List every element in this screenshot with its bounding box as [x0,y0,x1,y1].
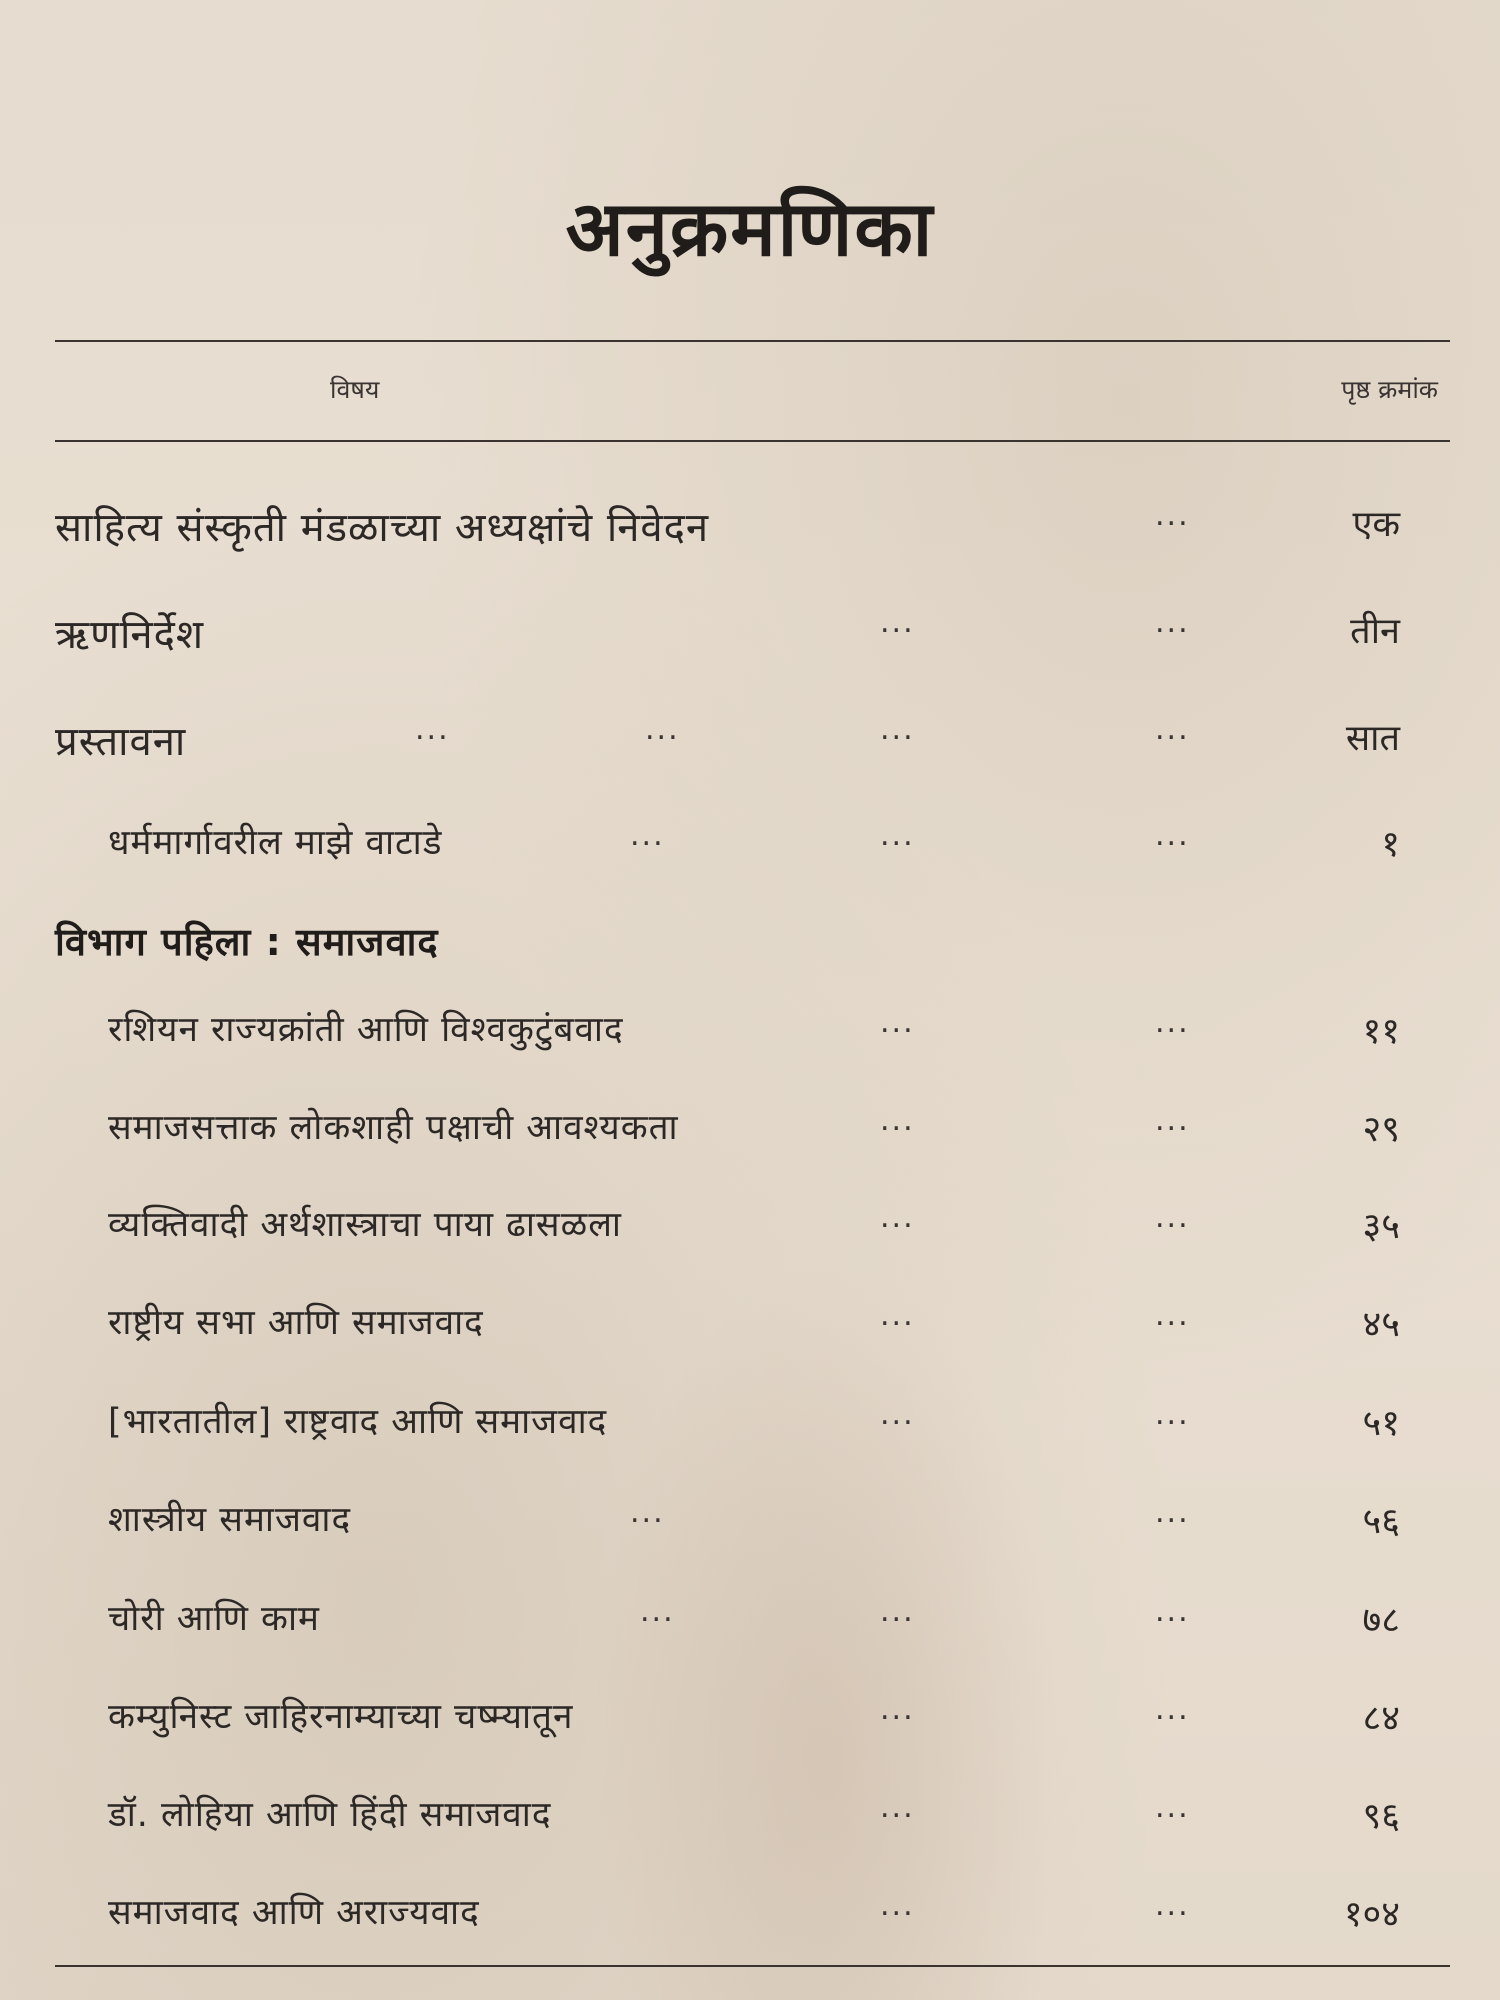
leader-dots: ... [880,1692,915,1727]
leader-dots: ... [1155,1005,1190,1040]
leader-dots: ... [1155,1495,1190,1530]
entry-page: ११ [1362,1011,1400,1052]
leader-dots: ... [880,1298,915,1333]
entry-page: ४५ [1362,1304,1400,1345]
toc-entry-preface [0,712,1500,772]
entry-title: प्रस्तावना [55,719,187,765]
leader-dots: ... [415,712,450,747]
toc-entry-guides [0,818,1500,878]
column-header-subject: विषय [330,375,380,404]
header-top-rule [55,340,1450,342]
leader-dots: ... [1155,818,1190,853]
entry-title: समाजवाद आणि अराज्यवाद [108,1893,480,1933]
column-header-page: पृष्ठ क्रमांक [1341,375,1438,404]
section-heading: विभाग पहिला : समाजवाद [55,920,439,964]
entry-page: २९ [1362,1109,1400,1150]
leader-dots: ... [1155,1200,1190,1235]
toc-entry [0,1103,1500,1163]
leader-dots: ... [880,1200,915,1235]
leader-dots: ... [880,605,915,640]
leader-dots: ... [1155,1692,1190,1727]
toc-entry [0,1790,1500,1850]
entry-page: एक [1352,504,1400,545]
entry-page: सात [1345,718,1400,759]
entry-title: कम्युनिस्ट जाहिरनाम्याच्या चष्म्यातून [108,1697,574,1737]
leader-dots: ... [880,818,915,853]
entry-title: ऋणनिर्देश [55,612,205,658]
leader-dots: ... [1155,1790,1190,1825]
leader-dots: ... [880,1888,915,1923]
entry-page: तीन [1350,611,1400,652]
entry-title: व्यक्तिवादी अर्थशास्त्राचा पाया ढासळला [108,1205,622,1245]
leader-dots: ... [630,818,665,853]
entry-page: ७८ [1362,1600,1400,1641]
entry-title: [भारतातील] राष्ट्रवाद आणि समाजवाद [108,1402,608,1442]
leader-dots: ... [640,1594,675,1629]
entry-page: ९६ [1362,1796,1400,1837]
entry-page: ३५ [1362,1206,1400,1247]
entry-page: ५६ [1362,1501,1400,1542]
toc-entry [0,1397,1500,1457]
entry-page: ८४ [1362,1698,1400,1739]
leader-dots: ... [1155,1298,1190,1333]
toc-entry [0,1888,1500,1948]
leader-dots: ... [1155,1103,1190,1138]
leader-dots: ... [880,1594,915,1629]
leader-dots: ... [1155,1397,1190,1432]
leader-dots: ... [880,1005,915,1040]
toc-entry [0,1594,1500,1654]
leader-dots: ... [645,712,680,747]
toc-entry [0,1692,1500,1752]
entry-title: साहित्य संस्कृती मंडळाच्या अध्यक्षांचे निवेदन [55,505,710,551]
header-bottom-rule [55,440,1450,442]
leader-dots: ... [630,1495,665,1530]
leader-dots: ... [880,1103,915,1138]
toc-entry [0,1200,1500,1260]
leader-dots: ... [1155,605,1190,640]
toc-entry [0,1298,1500,1358]
entry-title: चोरी आणि काम [108,1599,320,1639]
entry-title: राष्ट्रीय सभा आणि समाजवाद [108,1303,484,1343]
leader-dots: ... [1155,498,1190,533]
entry-title: समाजसत्ताक लोकशाही पक्षाची आवश्यकता [108,1108,679,1148]
leader-dots: ... [1155,1888,1190,1923]
entry-page: ५१ [1362,1403,1400,1444]
entry-title: शास्त्रीय समाजवाद [108,1500,352,1540]
leader-dots: ... [1155,1594,1190,1629]
entry-title: धर्ममार्गावरील माझे वाटाडे [108,823,443,863]
leader-dots: ... [1155,712,1190,747]
page-title: अनुक्रमणिका [565,184,935,273]
entry-title: रशियन राज्यक्रांती आणि विश्वकुटुंबवाद [108,1010,624,1050]
leader-dots: ... [880,1790,915,1825]
footer-rule [55,1965,1450,1967]
toc-entry [0,1005,1500,1065]
leader-dots: ... [880,1397,915,1432]
toc-entry-foreword [0,498,1500,558]
entry-page: १०४ [1343,1894,1400,1935]
leader-dots: ... [880,712,915,747]
toc-entry [0,1495,1500,1555]
toc-entry-acknowledgement [0,605,1500,665]
entry-title: डॉ. लोहिया आणि हिंदी समाजवाद [108,1795,552,1835]
entry-page: १ [1381,824,1400,865]
